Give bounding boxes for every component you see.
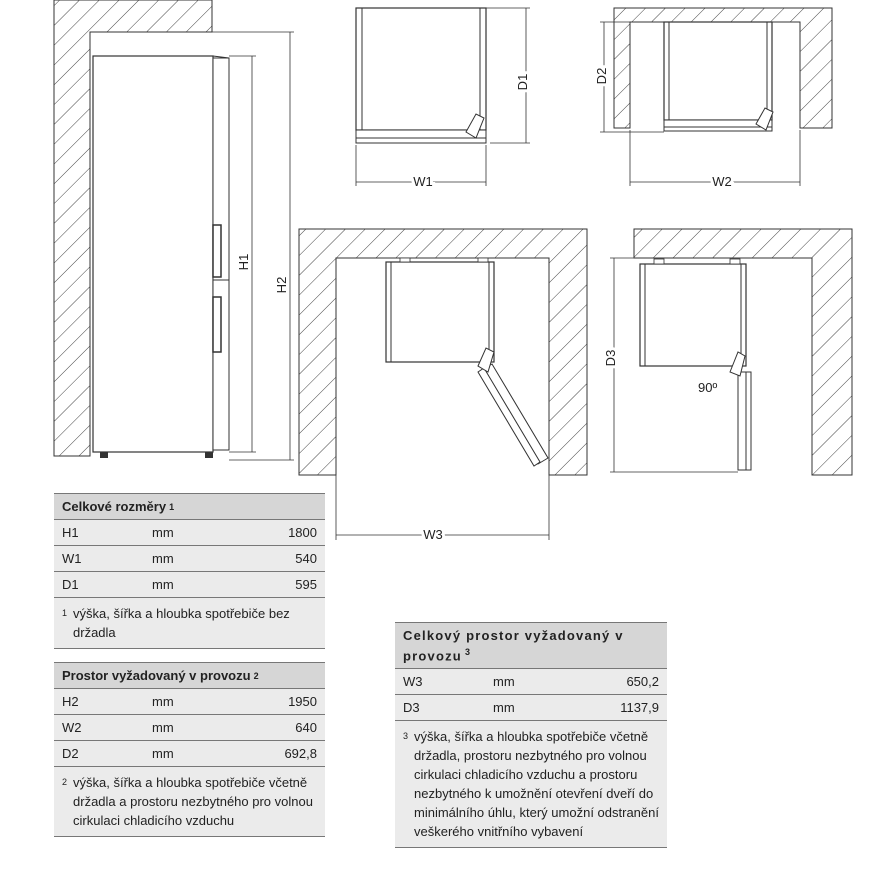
label-d2: D2 [594, 67, 609, 85]
table-row [54, 520, 325, 546]
footnote-mark: 1 [169, 501, 175, 512]
row-value: 1800 [288, 525, 317, 540]
row-name: H2 [62, 694, 79, 709]
total-space-table [395, 622, 667, 848]
table-row [54, 715, 325, 741]
footnote-mark: 2 [253, 670, 259, 681]
footnote-mark: 3 [403, 731, 409, 742]
table-row [54, 546, 325, 572]
label-h2: H2 [274, 276, 289, 294]
label-w2: W2 [712, 174, 732, 189]
label-w3: W3 [423, 527, 443, 542]
row-name: D2 [62, 746, 79, 761]
top-view-w2-d2 [594, 8, 832, 189]
side-view-drawing [54, 0, 294, 460]
top-view-w1-d1 [356, 8, 530, 189]
table-footnote [54, 598, 325, 649]
lower-handle [213, 297, 221, 352]
row-value: 595 [295, 577, 317, 592]
row-value: 650,2 [626, 674, 659, 690]
row-name: H1 [62, 525, 79, 540]
row-unit: mm [152, 694, 174, 709]
row-name: W3 [403, 674, 423, 690]
table-row [395, 669, 667, 695]
footnote-text: výška, šířka a hloubka spotřebiče včetně držadla a prostoru nezbytného pro volnou cirkulaci chladicího vzduchu [73, 775, 313, 828]
table-title: Prostor vyžadovaný v provozu [62, 668, 251, 683]
overall-dimensions-table [54, 493, 325, 649]
label-d1: D1 [515, 73, 530, 91]
table-row [54, 689, 325, 715]
row-name: W1 [62, 551, 82, 566]
table-footnote [54, 767, 325, 837]
row-unit: mm [152, 551, 174, 566]
footnote-text: výška, šířka a hloubka spotřebiče bez držadla [73, 606, 290, 640]
table-header [54, 493, 325, 520]
table-title: Celkový prostor vyžadovaný v provozu [403, 628, 624, 664]
upper-handle [213, 225, 221, 277]
label-angle: 90º [698, 380, 718, 395]
row-name: W2 [62, 720, 82, 735]
row-unit: mm [152, 577, 174, 592]
top-view-d3 [603, 229, 852, 475]
table-title: Celkové rozměry [62, 499, 167, 514]
row-name: D1 [62, 577, 79, 592]
footnote-mark: 3 [464, 647, 472, 657]
table-row [54, 572, 325, 598]
footnote-mark: 2 [62, 777, 68, 787]
table-header [395, 622, 667, 669]
operating-space-table [54, 662, 325, 837]
table-row [54, 741, 325, 767]
table-footnote [395, 721, 667, 848]
row-unit: mm [493, 700, 515, 716]
footnote-mark: 1 [62, 608, 68, 618]
label-w1: W1 [413, 174, 433, 189]
footnote-text: výška, šířka a hloubka spotřebiče včetně držadla, prostoru nezbytného pro volnou cirkulaci chladicího vzduchu a prostoru nezbytného k umožnění otevření dveří do minimálního úhlu, který umožní odstranění veškerého vnitřního vybavení [414, 729, 659, 840]
table-header [54, 662, 325, 689]
row-unit: mm [152, 720, 174, 735]
row-unit: mm [152, 525, 174, 540]
row-value: 640 [295, 720, 317, 735]
row-value: 1137,9 [620, 700, 659, 716]
label-d3: D3 [603, 349, 618, 367]
row-value: 540 [295, 551, 317, 566]
row-unit: mm [493, 674, 515, 690]
table-row [395, 695, 667, 721]
top-view-w3 [299, 229, 587, 542]
row-name: D3 [403, 700, 420, 716]
row-unit: mm [152, 746, 174, 761]
fridge-body-side [93, 56, 213, 452]
label-h1: H1 [236, 253, 251, 271]
row-value: 1950 [288, 694, 317, 709]
row-value: 692,8 [284, 746, 317, 761]
